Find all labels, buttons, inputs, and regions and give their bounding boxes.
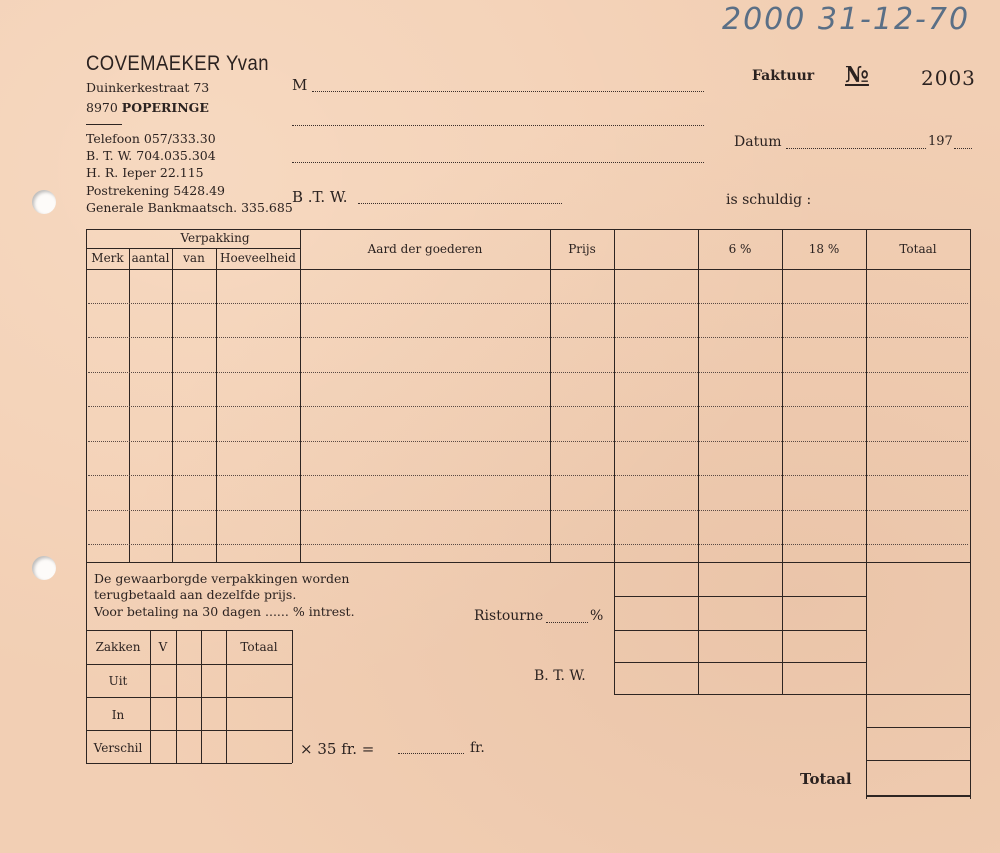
ristourne-line[interactable] <box>546 622 588 623</box>
summary-line-1 <box>614 596 866 597</box>
sacks-line-3 <box>86 730 292 731</box>
sacks-col-3 <box>201 630 202 763</box>
multiplier-result-line[interactable] <box>398 753 464 754</box>
sacks-right-border <box>292 630 293 763</box>
table-row[interactable] <box>88 337 968 338</box>
faktuur-label: Faktuur <box>752 68 815 84</box>
col-hoeveelheid-border <box>300 229 301 562</box>
company-divider <box>86 124 122 125</box>
header-merk: Merk <box>91 251 124 265</box>
recipient-btw-label: B .T. W. <box>292 188 348 206</box>
header-6pct: 6 % <box>728 242 752 256</box>
table-row[interactable] <box>88 406 968 407</box>
sacks-row-uit: Uit <box>108 674 128 688</box>
sacks-header-zakken: Zakken <box>95 640 141 654</box>
punch-hole-top <box>32 190 56 214</box>
company-vat: B. T. W. 704.035.304 <box>86 148 216 164</box>
multiplier-text: × 35 fr. = <box>300 740 375 758</box>
table-top-border <box>86 229 971 230</box>
col-prijs-border <box>614 229 615 695</box>
header-verpakking: Verpakking <box>180 231 250 245</box>
col-18pct-border <box>866 229 867 799</box>
header-aard: Aard der goederen <box>367 242 483 256</box>
totaal-line-3 <box>866 795 971 797</box>
number-sign: № <box>845 62 869 88</box>
company-name: COVEMAEKER Yvan <box>86 52 269 75</box>
col-blank-border <box>698 229 699 695</box>
table-row[interactable] <box>88 510 968 511</box>
recipient-label: M <box>292 76 308 94</box>
sacks-bottom-border <box>86 763 292 764</box>
col-van-border <box>216 248 217 562</box>
grand-total-field[interactable] <box>866 762 970 795</box>
datum-year-line[interactable] <box>954 148 972 149</box>
company-postcode: 8970 <box>86 100 118 115</box>
col-aard-border <box>550 229 551 562</box>
sacks-col-2 <box>176 630 177 763</box>
header-totaal: Totaal <box>899 242 937 256</box>
guarantee-text <box>94 571 349 603</box>
company-bank: Generale Bankmaatsch. 335.685 <box>86 199 293 215</box>
header-hoeveelheid: Hoeveelheid <box>220 251 296 265</box>
ristourne-label: Ristourne <box>474 608 544 624</box>
sacks-line-2 <box>86 697 292 698</box>
summary-line-3 <box>614 662 866 663</box>
verpakking-divider <box>86 248 300 249</box>
recipient-line-2[interactable] <box>292 125 704 126</box>
payment-terms-prefix: Voor betaling na 30 dagen ...... <box>94 604 289 619</box>
company-phone: Telefoon 057/333.30 <box>86 131 216 146</box>
totaal-line-1 <box>866 727 971 728</box>
table-right-border <box>970 229 971 799</box>
table-body-bottom <box>86 562 971 563</box>
sacks-header-totaal: Totaal <box>240 640 278 654</box>
company-city-line <box>86 100 209 115</box>
footer-btw-label: B. T. W. <box>534 668 586 684</box>
header-aantal: aantal <box>131 251 170 265</box>
handwritten-date-note: 2000 31-12-70 <box>722 2 971 37</box>
payment-terms-suffix: % intrest. <box>292 604 355 619</box>
payment-terms <box>94 604 355 619</box>
col-aantal-border <box>172 248 173 562</box>
owes-label: is schuldig : <box>726 192 812 208</box>
col-6pct-border <box>782 229 783 695</box>
datum-line[interactable] <box>786 148 926 149</box>
header-18pct: 18 % <box>808 242 840 256</box>
grand-total-label: Totaal <box>800 770 852 788</box>
guarantee-line-1: De gewaarborgde verpakkingen worden <box>94 571 350 586</box>
ristourne-percent: % <box>590 608 604 624</box>
summary-line-4 <box>614 694 971 695</box>
recipient-line-1[interactable] <box>312 91 704 92</box>
recipient-line-3[interactable] <box>292 162 704 163</box>
col-merk-border <box>129 248 130 562</box>
recipient-btw-line[interactable] <box>358 203 562 204</box>
table-row[interactable] <box>88 303 968 304</box>
table-row[interactable] <box>88 372 968 373</box>
multiplier-fr: fr. <box>470 740 485 756</box>
sacks-row-verschil: Verschil <box>93 741 143 755</box>
company-street: Duinkerkestraat 73 <box>86 80 210 95</box>
header-prijs: Prijs <box>568 242 596 256</box>
header-van: van <box>183 251 205 265</box>
sacks-row-in: In <box>111 708 125 722</box>
totaal-line-2 <box>866 760 971 761</box>
table-row[interactable] <box>88 441 968 442</box>
sacks-header-v: V <box>158 640 168 654</box>
company-details <box>86 130 293 216</box>
punch-hole-bottom <box>32 556 56 580</box>
company-hr: H. R. Ieper 22.115 <box>86 165 204 181</box>
company-postal-account: Postrekening 5428.49 <box>86 182 225 198</box>
datum-year: 197 <box>928 134 953 149</box>
sacks-top-border <box>86 630 292 631</box>
sacks-line-1 <box>86 664 292 665</box>
table-row[interactable] <box>88 475 968 476</box>
table-header-bottom <box>86 269 971 270</box>
guarantee-line-2: terugbetaald aan dezelfde prijs. <box>94 587 297 602</box>
summary-line-2 <box>614 630 866 631</box>
company-city: POPERINGE <box>121 100 209 115</box>
table-row[interactable] <box>88 544 968 545</box>
datum-label: Datum <box>734 134 782 150</box>
invoice-number: 2003 <box>921 66 976 90</box>
